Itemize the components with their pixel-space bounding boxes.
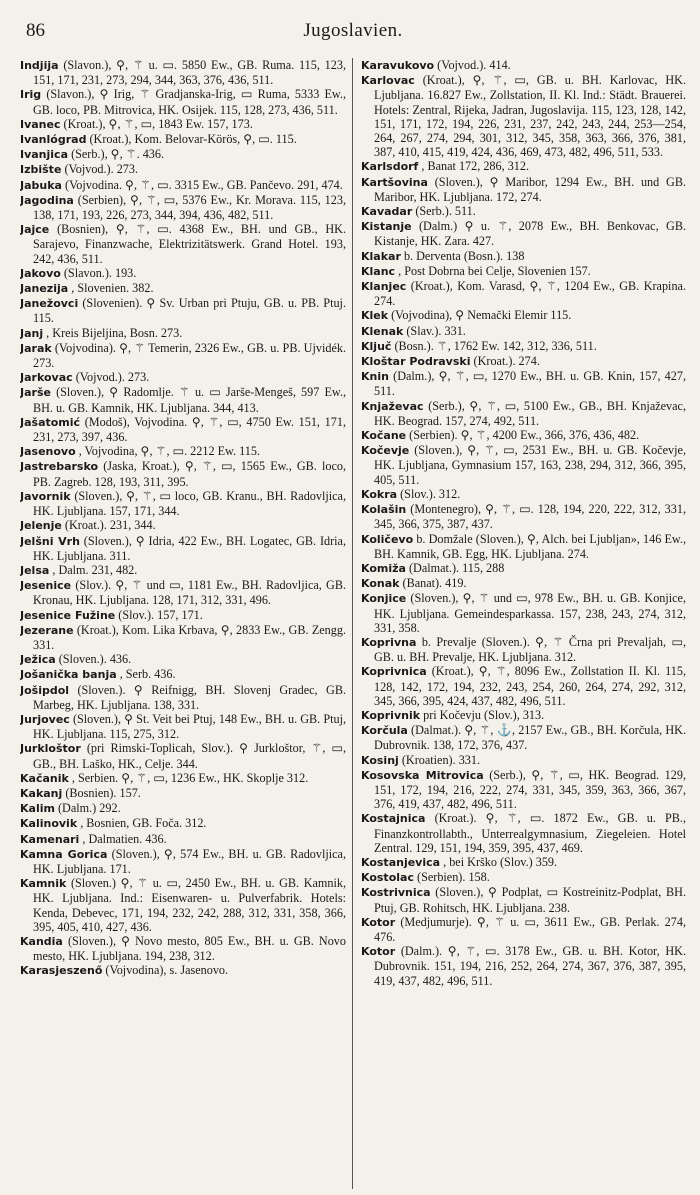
- place-name: Ivanlógrad: [20, 133, 87, 147]
- directory-entry: [361, 664, 686, 708]
- directory-entry: [20, 341, 346, 370]
- place-name: Klanc: [361, 264, 396, 278]
- entry-details: (Dalm.) 292.: [58, 801, 121, 816]
- place-name: Jagodina: [20, 193, 74, 207]
- entry-details: (Kroat.), Kom. Lika Krbava, ⚲, 2833 Ew., GB. Zengg. 331.: [33, 622, 347, 652]
- place-name: Kačanik: [20, 771, 69, 785]
- place-name: Jakovo: [20, 266, 61, 280]
- place-name: Izbište: [20, 163, 62, 177]
- entry-details: (Kroat.), Kom. Varasd, ⚲, ⚚, 1204 Ew., GB. Krapina. 274.: [374, 279, 686, 309]
- entry-details: (Kroat.), Kom. Belovar-Körös, ⚲, ▭. 115.: [89, 132, 297, 147]
- entry-details: (Serb.), ⚲, ⚚. 436.: [71, 147, 165, 162]
- place-name: Konak: [361, 577, 400, 591]
- directory-entry: [20, 534, 346, 563]
- directory-entry: [361, 339, 686, 354]
- directory-entry: [20, 222, 346, 266]
- entry-details: (Sloven.), ⚲, 574 Ew., BH. u. GB. Radovljica, HK. Ljubljana. 171.: [33, 846, 347, 876]
- directory-entry: [361, 723, 686, 752]
- directory-entry: [361, 399, 686, 428]
- place-name: Kloštar Podravski: [361, 355, 471, 369]
- entry-details: , Serb. 436.: [119, 667, 176, 682]
- directory-entry: [361, 811, 686, 855]
- directory-entry: [20, 132, 346, 147]
- place-name: Koprivna: [361, 635, 417, 649]
- place-name: Jurkloštor: [20, 742, 81, 756]
- entry-details: (pri Rimski-Toplicah, Slov.). ⚲ Jurkloštor, ⚚, ▭, GB., BH. Laško, HK., Celje. 344.: [33, 741, 347, 771]
- entry-details: (Slov.). 157, 171.: [118, 607, 203, 622]
- place-name: Kartšovina: [361, 175, 428, 189]
- directory-entry: [361, 443, 686, 487]
- place-name: Kakanj: [20, 786, 63, 800]
- entry-details: (Serb.). 511.: [415, 204, 476, 219]
- entry-details: (Sloven.), ⚲ Novo mesto, 805 Ew., BH. u. GB. Novo mesto, HK. Ljubljana. 194, 238, 312.: [33, 933, 346, 964]
- place-name: Karlsdorf: [361, 160, 419, 174]
- entry-details: (Sloven.), ⚲ Radomlje. ⚚ u. ▭ Jarše-Mengeš, 597 Ew., BH. u. GB. Kamnik, HK. Ljubljana. 344, 413.: [33, 385, 346, 415]
- entry-details: (Dalmat.). 115, 288: [409, 560, 505, 575]
- entry-details: (Slov.). 312.: [400, 486, 461, 501]
- place-name: Jastrebarsko: [20, 460, 99, 474]
- entry-details: (Slavon.), ⚲ Irig, ⚚ Gradjanska-Irig, ▭ Ruma, 5333 Ew., GB. loco, PB. Mitrovica, HK. Osijek. 115, 128, 273, 436, 511.: [33, 87, 347, 117]
- entry-details: , Post Dobrna bei Celje, Slovenien 157.: [398, 263, 591, 278]
- directory-entry: [20, 934, 346, 963]
- entry-details: (Bosnien). 157.: [65, 785, 141, 800]
- place-name: Kostajnica: [361, 812, 426, 826]
- entry-details: (Slavon.). 193.: [63, 265, 137, 280]
- entry-details: (Sloven.), ⚲ St. Veit bei Ptuj, 148 Ew., BH. u. GB. Ptuj, HK. Ljubljana. 115, 275, 312.: [33, 711, 347, 742]
- entry-details: , Bosnien, GB. Foča. 312.: [80, 816, 207, 831]
- place-name: Klanjec: [361, 280, 407, 294]
- directory-entry: [20, 786, 346, 801]
- place-name: Karasjeszenő: [20, 964, 103, 978]
- entry-details: (Vojvodina), s. Jasenovo.: [105, 963, 229, 978]
- place-name: Karlovac: [361, 74, 415, 88]
- entry-details: (Vojvod.). 414.: [437, 58, 511, 72]
- place-name: Kosovska Mitrovica: [361, 768, 484, 782]
- entry-details: b. Domžale (Sloven.), ⚲, Alch. bei Ljubljan», 146 Ew., BH. Kamnik, GB. Egg, HK. Ljubljana. 274.: [374, 531, 686, 561]
- directory-entry: [20, 370, 346, 385]
- place-name: Jelsa: [20, 563, 50, 577]
- directory-entry: [20, 296, 346, 325]
- place-name: Ivanec: [20, 117, 61, 131]
- place-name: Kolašin: [361, 503, 407, 517]
- entry-details: b. Prevalje (Sloven.). ⚲, ⚚ Črna pri Prevaljah, ▭, GB. u. BH. Prevalje, HK. Ljubljana. 312.: [374, 634, 686, 665]
- entry-details: , bei Krško (Slov.) 359.: [443, 854, 558, 869]
- place-name: Jelenje: [20, 519, 62, 533]
- entry-details: (Kroat.), ⚲, ⚚, 8096 Ew., Zollstation II. Kl. 115, 128, 142, 172, 194, 232, 243, 254, 260, 264, 274, 292, 312, 345, 366, 395, 424, 437, 482, 496, 511.: [374, 664, 686, 708]
- directory-entry: [361, 635, 686, 664]
- directory-entry: [20, 801, 346, 816]
- directory-entry: [20, 683, 346, 712]
- entry-details: (Vojvodina). ⚲, ⚚ Temerin, 2326 Ew., GB. u. PB. Ujvidék. 273.: [33, 340, 346, 371]
- place-name: Knjaževac: [361, 399, 424, 413]
- entry-details: (Slavon.), ⚲, ⚚ u. ▭. 5850 Ew., GB. Ruma. 115, 123, 151, 171, 231, 273, 294, 344, 363, 376, 436, 511.: [33, 58, 346, 88]
- entry-details: (Sloven.), ⚲, ⚚, ▭, 2531 Ew., BH. u. GB. Kočevje, HK. Ljubljana, Gymnasium 157, 163, 238, 294, 312, 366, 395, 405, 511.: [374, 443, 686, 487]
- directory-entry: [361, 204, 686, 219]
- page-title: Jugoslavien.: [303, 20, 403, 41]
- directory-entry: [361, 279, 686, 308]
- directory-entry: [361, 219, 686, 248]
- directory-entry: [20, 712, 346, 741]
- directory-entry: [361, 768, 686, 812]
- place-name: Ključ: [361, 339, 392, 353]
- directory-entry: [361, 308, 686, 323]
- entry-details: (Kroat.). ⚲, ⚚, ▭. 1872 Ew., GB. u. PB., Finanzkontrollabth., Unterrealgymnasium, Ziegeleien. Hotel Zentral. 129, 151, 194, 359, 395, 437, 469.: [374, 811, 686, 855]
- entry-details: (Slovenien). ⚲ Sv. Urban pri Ptuju, GB. u. PB. Ptuj. 115.: [33, 296, 346, 326]
- place-name: Konjice: [361, 592, 407, 606]
- directory-entry: [361, 159, 686, 174]
- entry-details: (Sloven.), ⚲, ⚚, ▭ loco, GB. Kranu., BH. Radovljica, HK. Ljubljana. 157, 171, 344.: [33, 488, 347, 519]
- place-name: Kamna Gorica: [20, 847, 108, 861]
- entry-details: , Kreis Bijeljina, Bosn. 273.: [46, 325, 183, 340]
- place-name: Kostanjevica: [361, 855, 441, 869]
- place-name: Jarak: [20, 341, 52, 355]
- directory-entry: [361, 428, 686, 443]
- directory-entry: [20, 832, 346, 847]
- place-name: Janezija: [20, 282, 69, 296]
- directory-entry: [20, 578, 346, 607]
- entry-details: (Bosnien), ⚲, ⚚, ▭. 4368 Ew., BH. und GB., HK. Sarajevo, Finanzwache, Elektrizitätswerk. Grand Hotel. 193, 242, 436, 511.: [33, 222, 347, 266]
- directory-entry: [20, 563, 346, 578]
- place-name: Kamenari: [20, 832, 80, 846]
- directory-entry: [20, 963, 346, 978]
- entry-details: , Slovenien. 382.: [71, 281, 154, 296]
- place-name: Kistanje: [361, 220, 412, 234]
- directory-entry: [20, 518, 346, 533]
- place-name: Ježica: [20, 653, 56, 667]
- place-name: Komiža: [361, 561, 406, 575]
- place-name: Kosinj: [361, 753, 399, 767]
- place-name: Javornik: [20, 489, 71, 503]
- place-name: Jašatomić: [20, 415, 81, 429]
- directory-entry: [361, 369, 686, 398]
- entry-details: (Slav.). 331.: [406, 323, 466, 338]
- entry-details: (Serbien). ⚲, ⚚, 4200 Ew., 366, 376, 436, 482.: [409, 428, 640, 443]
- place-name: Janj: [20, 326, 44, 340]
- place-name: Jasenovo: [20, 445, 76, 459]
- place-name: Indjija: [20, 59, 59, 72]
- entry-details: (Sloven.). 436.: [58, 652, 132, 667]
- directory-entry: [20, 326, 346, 341]
- entry-details: pri Kočevju (Slov.), 313.: [423, 707, 545, 722]
- directory-entry: [20, 147, 346, 162]
- entry-details: , Banat 172, 286, 312.: [421, 159, 530, 174]
- directory-entry: [361, 487, 686, 502]
- place-name: Jabuka: [20, 178, 62, 192]
- directory-entry: [20, 281, 346, 296]
- place-name: Koprivnica: [361, 665, 427, 679]
- entry-details: (Dalm.), ⚲, ⚚, ▭, 1270 Ew., BH. u. GB. Knin, 157, 427, 511.: [374, 369, 686, 399]
- right-column: [353, 58, 686, 1189]
- directory-entry: [20, 847, 346, 876]
- entry-details: (Slov.). ⚲, ⚚ und ▭, 1181 Ew., BH. Radovljica, GB. Kronau, HK. Ljubljana. 128, 171, 312, 331, 496.: [33, 578, 347, 608]
- entry-details: (Bosn.). ⚚, 1762 Ew. 142, 312, 336, 511.: [394, 338, 597, 353]
- directory-entry: [361, 915, 686, 944]
- directory-entry: [361, 354, 686, 369]
- place-name: Kalim: [20, 802, 55, 816]
- directory-entry: [20, 117, 346, 132]
- place-name: Karavukovo: [361, 59, 435, 72]
- entry-details: (Kroatien). 331.: [401, 752, 481, 767]
- page-number: 86: [26, 20, 45, 41]
- directory-entry: [361, 502, 686, 531]
- directory-entry: [20, 652, 346, 667]
- place-name: Jezerane: [20, 623, 74, 637]
- entry-details: (Sloven.). ⚲ Reifnigg, BH. Slovenj Gradec, GB. Marbeg, HK. Ljubljana. 138, 331.: [33, 682, 346, 712]
- directory-entry: [20, 608, 346, 623]
- directory-entry: [20, 266, 346, 281]
- directory-entry: [20, 489, 346, 518]
- directory-entry: [20, 415, 346, 444]
- directory-entry: [361, 561, 686, 576]
- entry-details: , Dalm. 231, 482.: [52, 562, 138, 577]
- directory-entry: [361, 532, 686, 561]
- place-name: Klakar: [361, 249, 401, 263]
- directory-entry: [361, 708, 686, 723]
- directory-entry: [20, 178, 346, 193]
- place-name: Klenak: [361, 324, 404, 338]
- place-name: Jelšni Vrh: [20, 534, 80, 548]
- directory-entry: [20, 162, 346, 177]
- entry-details: (Vojvodina), ⚲ Nemački Elemir 115.: [391, 308, 572, 323]
- directory-entry: [361, 324, 686, 339]
- place-name: Jajce: [20, 223, 50, 237]
- place-name: Janežovci: [20, 297, 79, 311]
- entry-details: (Banat). 419.: [402, 576, 467, 591]
- directory-entry: [361, 264, 686, 279]
- page-header: [20, 12, 686, 52]
- entry-details: (Serbien), ⚲, ⚚, ▭, 5376 Ew., Kr. Morava. 115, 123, 138, 171, 193, 226, 273, 344, 394, 436, 482, 511.: [33, 192, 347, 223]
- entry-details: (Sloven.), ⚲ Idria, 422 Ew., BH. Logatec, GB. Idria, HK. Ljubljana. 311.: [33, 533, 346, 563]
- directory-entry: [361, 58, 686, 73]
- place-name: Jarkovac: [20, 371, 73, 385]
- place-name: Količevo: [361, 532, 414, 546]
- entry-details: (Vojvodina. ⚲, ⚚, ▭. 3315 Ew., GB. Pančevo. 291, 474.: [65, 177, 343, 192]
- directory-entry: [361, 855, 686, 870]
- entry-details: (Sloven.), ⚲ Podplat, ▭ Kostreinitz-Podplat, BH. Ptuj, GB. Rohitsch, HK. Ljubljana. 238.: [374, 885, 686, 915]
- directory-entry: [361, 944, 686, 988]
- place-name: Jurjovec: [20, 712, 70, 726]
- entry-details: (Sloven.), ⚲ Maribor, 1294 Ew., BH. und GB. Maribor, HK. Ljubljana. 172, 274.: [374, 174, 686, 204]
- directory-entry: [20, 816, 346, 831]
- place-name: Kostrivnica: [361, 886, 431, 900]
- entry-details: (Modoš), Vojvodina. ⚲, ⚚, ▭, 4750 Ew. 151, 171, 231, 273, 397, 436.: [33, 414, 346, 445]
- place-name: Knin: [361, 370, 389, 384]
- entry-details: (Dalmat.). ⚲, ⚚, ⚓, 2157 Ew., GB., BH. Korčula, HK. Dubrovnik. 138, 172, 376, 437.: [374, 723, 686, 753]
- place-name: Ivanjica: [20, 148, 69, 162]
- directory-entry: [20, 87, 346, 116]
- directory-entry: [20, 58, 346, 87]
- entry-details: (Kroat.), ⚲, ⚚, ▭, 1843 Ew. 157, 173.: [63, 116, 253, 131]
- entry-details: b. Derventa (Bosn.). 138: [403, 248, 525, 263]
- entry-details: (Kroat.). 274.: [473, 354, 540, 369]
- place-name: Klek: [361, 309, 389, 323]
- directory-entry: [20, 667, 346, 682]
- entry-details: (Kroat.), ⚲, ⚚, ▭, GB. u. BH. Karlovac, HK. Ljubljana. 16.827 Ew., Zollstation, II. Kl. Ind.: Städt. Brauerei. Hotels: Zentral, Rijeka, Jadran, Jugoslavija. 115, 123, 128, 142, 151, 171, 172, 194, 226, 231, 237, 242, 243, 244, 253—254, 264, 267, 274, 294, 301, 312, 345, 358, 363, 366, 376, 381, 387, 410, 415, 419, 424, 436, 469, 473, 482, 496, 511, 533.: [374, 73, 686, 160]
- entry-details: , Serbien. ⚲, ⚚, ▭, 1236 Ew., HK. Skoplje 312.: [71, 770, 309, 785]
- place-name: Kostolac: [361, 871, 414, 885]
- directory-entry: [361, 249, 686, 264]
- directory-entry: [20, 623, 346, 652]
- place-name: Kavadar: [361, 205, 413, 219]
- place-name: Jesenice Fužine: [20, 608, 116, 622]
- directory-entry: [361, 753, 686, 768]
- directory-entry: [361, 175, 686, 204]
- directory-entry: [361, 870, 686, 885]
- entry-details: , Dalmatien. 436.: [82, 831, 167, 846]
- place-name: Irig: [20, 88, 42, 102]
- place-name: Jarše: [20, 386, 51, 400]
- directory-entry: [361, 576, 686, 591]
- entry-details: (Medjumurje). ⚲, ⚚ u. ▭, 3611 Ew., GB. Perlak. 274, 476.: [374, 914, 686, 944]
- directory-entry: [20, 385, 346, 414]
- place-name: Kokra: [361, 487, 398, 501]
- directory-entry: [361, 73, 686, 159]
- place-name: Jošipdol: [20, 683, 70, 697]
- place-name: Jošanička banja: [20, 668, 117, 682]
- place-name: Jesenice: [20, 579, 72, 593]
- directory-entry: [20, 459, 346, 488]
- entry-details: (Dalm.). ⚲, ⚚, ▭. 3178 Ew., GB. u. BH. Kotor, HK. Dubrovnik. 151, 194, 216, 252, 264, 274, 367, 376, 387, 395, 419, 437, 482, 496, 511.: [374, 944, 686, 988]
- entry-details: (Vojvod.). 273.: [64, 162, 139, 177]
- entry-details: (Vojvod.). 273.: [75, 370, 150, 385]
- place-name: Kočevje: [361, 444, 410, 458]
- entry-details: (Serbien). 158.: [417, 870, 490, 885]
- left-column: [20, 58, 353, 1189]
- entry-details: (Kroat.). 231, 344.: [64, 518, 156, 533]
- entry-details: (Jaska, Kroat.), ⚲, ⚚, ▭, 1565 Ew., GB. loco, PB. Zagreb. 128, 193, 311, 395.: [33, 459, 347, 489]
- place-name: Kalinovik: [20, 817, 78, 831]
- entry-details: (Sloven.), ⚲, ⚚ und ▭, 978 Ew., BH. u. GB. Konjice, HK. Ljubljana. Gemeindesparkassa. 157, 238, 243, 274, 312, 331, 358.: [374, 591, 686, 635]
- entry-details: (Sloven.) ⚲, ⚚ u. ▭, 2450 Ew., BH. u. GB. Kamnik, HK. Ljubljana. Ind.: Eisenwaren- u. Pulverfabrik. Hotels: Kenda, Debevec, 171, 194, 232, 242, 288, 312, 331, 358, 366, 395, 405, 410, 427, 436.: [33, 876, 347, 934]
- place-name: Kamnik: [20, 877, 67, 891]
- entry-details: (Montenegro), ⚲, ⚚, ▭. 128, 194, 220, 222, 312, 331, 345, 366, 375, 387, 437.: [374, 502, 686, 532]
- entry-columns: [20, 58, 686, 1189]
- entry-details: (Serb.), ⚲, ⚚, ▭, 5100 Ew., GB., BH. Knjaževac, HK. Beograd. 157, 274, 492, 511.: [374, 398, 686, 428]
- place-name: Korčula: [361, 724, 408, 738]
- entry-details: (Dalm.) ⚲ u. ⚚, 2078 Ew., BH. Benkovac, GB. Kistanje, HK. Zara. 427.: [374, 219, 686, 249]
- directory-entry: [20, 771, 346, 786]
- directory-entry: [20, 444, 346, 459]
- directory-entry: [361, 591, 686, 635]
- directory-entry: [20, 741, 346, 770]
- directory-entry: [20, 876, 346, 934]
- directory-entry: [361, 885, 686, 914]
- entry-details: , Vojvodina, ⚲, ⚚, ▭. 2212 Ew. 115.: [78, 444, 261, 459]
- directory-entry: [20, 193, 346, 222]
- entry-details: (Serb.), ⚲, ⚚, ▭, HK. Beograd. 129, 151, 172, 194, 216, 222, 274, 331, 345, 359, 363, 366, 367, 376, 419, 437, 482, 496, 511.: [374, 767, 686, 812]
- place-name: Kotor: [361, 915, 396, 929]
- place-name: Kotor: [361, 945, 396, 959]
- place-name: Kočane: [361, 429, 407, 443]
- place-name: Koprivnik: [361, 708, 421, 722]
- place-name: Kandia: [20, 934, 63, 948]
